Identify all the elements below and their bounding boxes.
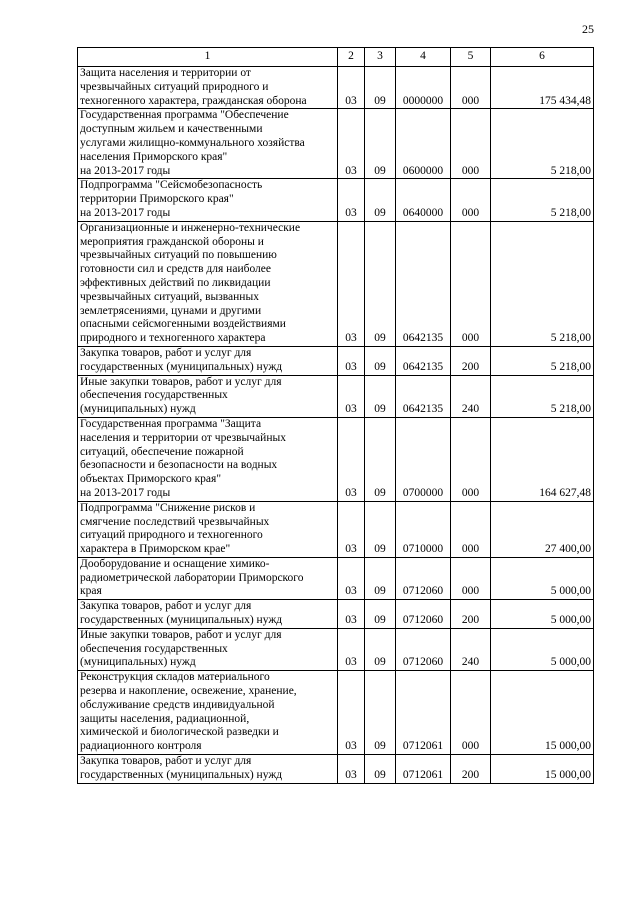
table-body: [78, 67, 594, 784]
target-article-cell: 0700000: [396, 417, 451, 501]
row-name-line: радиометрической лаборатории Приморского: [80, 571, 304, 584]
subsection-code-cell: 09: [365, 109, 396, 179]
row-name-line: ситуаций природного и техногенного: [80, 529, 263, 542]
amount-cell: 5 218,00: [491, 109, 594, 179]
row-name-line: Иные закупки товаров, работ и услуг для: [80, 628, 282, 641]
table-row: [78, 417, 594, 501]
target-article-cell: 0712061: [396, 755, 451, 784]
row-name-line: Подпрограмма "Снижение рисков и: [80, 501, 256, 514]
row-name-line: края: [80, 585, 102, 598]
section-code-cell: 03: [338, 557, 365, 599]
target-article-cell: 0712060: [396, 628, 451, 670]
row-name-line: на 2013-2017 годы: [80, 206, 171, 219]
subsection-code-cell: 09: [365, 346, 396, 375]
budget-table: [77, 47, 594, 784]
section-code-cell: 03: [338, 600, 365, 629]
row-name-cell: [78, 67, 338, 109]
row-name-line: обслуживание средств индивидуальной: [80, 698, 275, 711]
row-name-line: Подпрограмма "Сейсмобезопасность: [80, 179, 263, 192]
expense-type-cell: 000: [451, 67, 491, 109]
row-name-line: на 2013-2017 годы: [80, 164, 171, 177]
table-row: [78, 346, 594, 375]
section-code-cell: 03: [338, 417, 365, 501]
column-header-1: 1: [78, 48, 338, 67]
row-name-line: государственных (муниципальных) нужд: [80, 360, 283, 373]
row-name-line: ситуаций, обеспечение пожарной: [80, 445, 244, 458]
row-name-cell: [78, 600, 338, 629]
expense-type-cell: 000: [451, 557, 491, 599]
target-article-cell: 0712060: [396, 600, 451, 629]
subsection-code-cell: 09: [365, 755, 396, 784]
expense-type-cell: 200: [451, 600, 491, 629]
table-row: [78, 600, 594, 629]
row-name-line: характера в Приморском крае": [80, 543, 231, 556]
table-row: [78, 671, 594, 755]
amount-cell: 15 000,00: [491, 755, 594, 784]
expense-type-cell: 240: [451, 628, 491, 670]
row-name-line: населения Приморского края": [80, 150, 228, 163]
row-name-cell: [78, 109, 338, 179]
row-name-line: Защита населения и территории от: [80, 67, 251, 79]
row-name-cell: [78, 179, 338, 221]
row-name-line: техногенного характера, гражданская оборона: [80, 94, 307, 107]
amount-cell: 5 000,00: [491, 600, 594, 629]
row-name-cell: [78, 557, 338, 599]
table-row: [78, 375, 594, 417]
row-name-line: смягчение последствий чрезвычайных: [80, 515, 270, 528]
table-row: [78, 179, 594, 221]
row-name-line: безопасности и безопасности на водных: [80, 459, 278, 472]
row-name-line: Государственная программа "Защита: [80, 417, 262, 430]
row-name-cell: [78, 501, 338, 557]
row-name-line: защиты населения, радиационной,: [80, 712, 250, 725]
row-name-line: Закупка товаров, работ и услуг для: [80, 600, 252, 613]
amount-cell: 5 218,00: [491, 346, 594, 375]
expense-type-cell: 200: [451, 346, 491, 375]
row-name-line: радиационного контроля: [80, 740, 202, 753]
row-name-cell: [78, 375, 338, 417]
row-name-line: землетрясениями, цунами и другими: [80, 304, 262, 317]
amount-cell: 15 000,00: [491, 671, 594, 755]
row-name-line: (муниципальных) нужд: [80, 656, 196, 669]
section-code-cell: 03: [338, 221, 365, 346]
expense-type-cell: 240: [451, 375, 491, 417]
column-header-6: 6: [491, 48, 594, 67]
amount-cell: 5 218,00: [491, 221, 594, 346]
row-name-line: Государственная программа "Обеспечение: [80, 109, 289, 122]
row-name-line: чрезвычайных ситуаций природного и: [80, 80, 269, 93]
column-header-4: 4: [396, 48, 451, 67]
table-row: [78, 109, 594, 179]
row-name-line: территории Приморского края": [80, 193, 234, 206]
target-article-cell: 0640000: [396, 179, 451, 221]
row-name-line: готовности сил и средств для наиболее: [80, 263, 271, 276]
amount-cell: 5 218,00: [491, 179, 594, 221]
target-article-cell: 0642135: [396, 346, 451, 375]
expense-type-cell: 000: [451, 501, 491, 557]
target-article-cell: 0710000: [396, 501, 451, 557]
amount-cell: 27 400,00: [491, 501, 594, 557]
row-name-line: Реконструкция складов материального: [80, 671, 270, 684]
amount-cell: 164 627,48: [491, 417, 594, 501]
amount-cell: 5 218,00: [491, 375, 594, 417]
target-article-cell: 0600000: [396, 109, 451, 179]
row-name-line: опасными сейсмогенными воздействиями: [80, 318, 286, 331]
subsection-code-cell: 09: [365, 671, 396, 755]
target-article-cell: 0000000: [396, 67, 451, 109]
row-name-cell: [78, 346, 338, 375]
expense-type-cell: 000: [451, 671, 491, 755]
row-name-cell: [78, 221, 338, 346]
subsection-code-cell: 09: [365, 221, 396, 346]
row-name-line: обеспечения государственных: [80, 642, 228, 655]
row-name-line: эффективных действий по ликвидации: [80, 276, 271, 289]
section-code-cell: 03: [338, 628, 365, 670]
target-article-cell: 0642135: [396, 221, 451, 346]
expense-type-cell: 000: [451, 109, 491, 179]
row-name-line: чрезвычайных ситуаций по повышению: [80, 249, 277, 262]
subsection-code-cell: 09: [365, 628, 396, 670]
table-row: [78, 501, 594, 557]
row-name-line: резерва и накопление, освежение, хранение,: [80, 685, 297, 698]
row-name-line: Организационные и инженерно-технические: [80, 221, 301, 234]
table-row: [78, 755, 594, 784]
amount-cell: 175 434,48: [491, 67, 594, 109]
section-code-cell: 03: [338, 501, 365, 557]
table-row: [78, 557, 594, 599]
target-article-cell: 0642135: [396, 375, 451, 417]
row-name-line: Дооборудование и оснащение химико-: [80, 557, 270, 570]
row-name-line: природного и техногенного характера: [80, 332, 266, 345]
row-name-line: государственных (муниципальных) нужд: [80, 614, 283, 627]
header-row: [78, 48, 594, 67]
row-name-cell: [78, 671, 338, 755]
table-header: [78, 48, 594, 67]
subsection-code-cell: 09: [365, 600, 396, 629]
expense-type-cell: 200: [451, 755, 491, 784]
subsection-code-cell: 09: [365, 501, 396, 557]
section-code-cell: 03: [338, 375, 365, 417]
row-name-line: мероприятия гражданской обороны и: [80, 235, 264, 248]
table-row: [78, 67, 594, 109]
section-code-cell: 03: [338, 671, 365, 755]
page-number: 25: [582, 22, 594, 36]
section-code-cell: 03: [338, 67, 365, 109]
target-article-cell: 0712060: [396, 557, 451, 599]
row-name-line: Закупка товаров, работ и услуг для: [80, 755, 252, 768]
row-name-line: населения и территории от чрезвычайных: [80, 431, 286, 444]
column-header-5: 5: [451, 48, 491, 67]
row-name-line: доступным жильем и качественными: [80, 123, 263, 136]
expense-type-cell: 000: [451, 221, 491, 346]
row-name-line: услугами жилищно-коммунального хозяйства: [80, 136, 305, 149]
table-row: [78, 221, 594, 346]
section-code-cell: 03: [338, 109, 365, 179]
expense-type-cell: 000: [451, 179, 491, 221]
amount-cell: 5 000,00: [491, 557, 594, 599]
column-header-3: 3: [365, 48, 396, 67]
row-name-line: Закупка товаров, работ и услуг для: [80, 346, 252, 359]
subsection-code-cell: 09: [365, 375, 396, 417]
row-name-line: объектах Приморского края": [80, 473, 222, 486]
section-code-cell: 03: [338, 755, 365, 784]
subsection-code-cell: 09: [365, 67, 396, 109]
row-name-line: Иные закупки товаров, работ и услуг для: [80, 375, 282, 388]
table-row: [78, 628, 594, 670]
row-name-line: государственных (муниципальных) нужд: [80, 768, 283, 781]
row-name-cell: [78, 755, 338, 784]
column-header-2: 2: [338, 48, 365, 67]
row-name-line: химической и биологической разведки и: [80, 726, 279, 739]
subsection-code-cell: 09: [365, 179, 396, 221]
section-code-cell: 03: [338, 179, 365, 221]
row-name-line: чрезвычайных ситуаций, вызванных: [80, 290, 259, 303]
row-name-line: обеспечения государственных: [80, 389, 228, 402]
target-article-cell: 0712061: [396, 671, 451, 755]
expense-type-cell: 000: [451, 417, 491, 501]
row-name-cell: [78, 628, 338, 670]
row-name-line: (муниципальных) нужд: [80, 403, 196, 416]
section-code-cell: 03: [338, 346, 365, 375]
row-name-line: на 2013-2017 годы: [80, 486, 171, 499]
subsection-code-cell: 09: [365, 557, 396, 599]
row-name-cell: [78, 417, 338, 501]
subsection-code-cell: 09: [365, 417, 396, 501]
amount-cell: 5 000,00: [491, 628, 594, 670]
